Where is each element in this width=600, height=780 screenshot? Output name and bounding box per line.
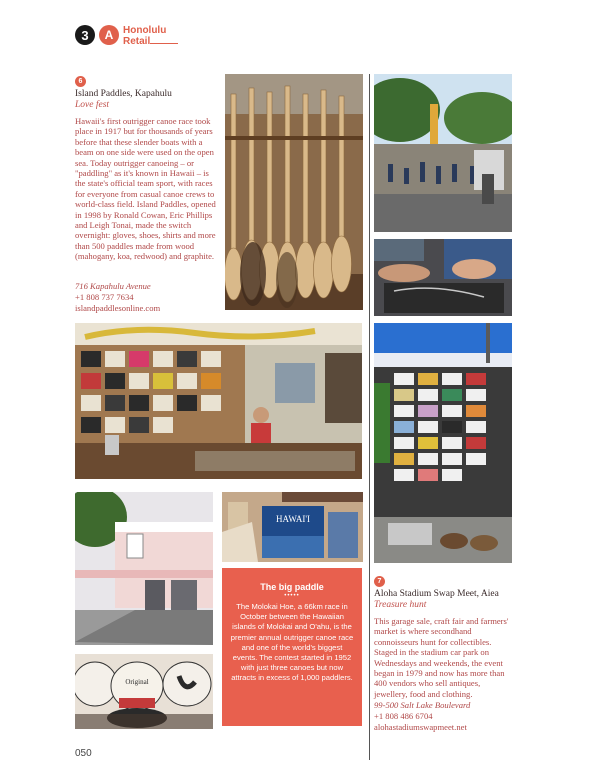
entry-7-body: This garage sale, craft fair and farmers' market is where secondhand connoisseurs hunt for collectibles. Staged in the stadium car park on Wednesdays and weekends, the event began in 1979 and now has more than 400 vendors who sell antiques, jewellery, food and clothing. — [374, 616, 509, 699]
entry-7-website[interactable]: alohastadiumswapmeet.net — [374, 722, 467, 732]
book-cover-title: HAWAI'I — [276, 514, 310, 524]
entry-6-title: Island Paddles, Kapahulu — [75, 89, 172, 99]
column-divider — [369, 74, 370, 760]
infobox-divider: ••••• — [284, 593, 300, 599]
entry-7-subtitle: Treasure hunt — [374, 600, 427, 610]
book-photo — [222, 492, 363, 562]
shop-interior-photo — [75, 323, 362, 479]
big-paddle-infobox — [222, 568, 362, 726]
chapter-number-badge: 3 — [75, 25, 95, 45]
infobox-title: The big paddle — [260, 582, 324, 592]
entry-6-address: 716 Kapahulu Avenue — [75, 281, 151, 291]
entry-7-number: 7 — [374, 576, 385, 587]
entry-6-phone: +1 808 737 7634 — [75, 292, 134, 302]
header-city: Honolulu — [123, 25, 167, 36]
cap-logo-text: Original — [125, 678, 149, 686]
entry-6-body: Hawaii's first outrigger canoe race took place in 1917 but for thousands of years before that these slender boats with a beam on one side were used on the open sea. Today outrigger canoeing – or "paddling" as it's known in Hawaii – is the state's official team sport, with races for everyone from casual canoe crews to world-class field. Island Paddles, opened in 1998 by Ronald Cowan, Eric Phillips and Leigh Tonai, made the switch overnight: gloves, shoes, shirts and more than 500 paddles made from wood (mahogany, koa, redwood) and graphite. — [75, 116, 216, 262]
entry-6-subtitle: Love fest — [75, 100, 110, 110]
leather-craft-photo — [374, 239, 512, 316]
paddles-photo — [225, 74, 363, 310]
entry-7-title: Aloha Stadium Swap Meet, Aiea — [374, 589, 499, 599]
storefront-photo — [75, 492, 213, 645]
page-number: 050 — [75, 748, 92, 759]
header-rule — [150, 43, 178, 44]
caps-photo — [75, 654, 213, 729]
header-section: Retail — [123, 36, 151, 47]
entry-7-phone: +1 808 486 6704 — [374, 711, 433, 721]
entry-6-website[interactable]: islandpaddlesonline.com — [75, 303, 161, 313]
infobox-body: The Molokai Hoe, a 66km race in October between the Hawaiian islands of Molokai and O'ahu, is the premier annual outrigger canoe race and one of the world's biggest events. The contest started in 1952 with just three canoes but now attracts in excess of 1,000 paddlers. — [230, 602, 354, 683]
entry-7-address: 99-500 Salt Lake Boulevard — [374, 700, 471, 710]
entry-6-number: 6 — [75, 76, 86, 87]
retail-section-icon: A — [99, 25, 119, 45]
swap-meet-street-photo — [374, 74, 512, 232]
swap-meet-stall-photo — [374, 323, 512, 563]
